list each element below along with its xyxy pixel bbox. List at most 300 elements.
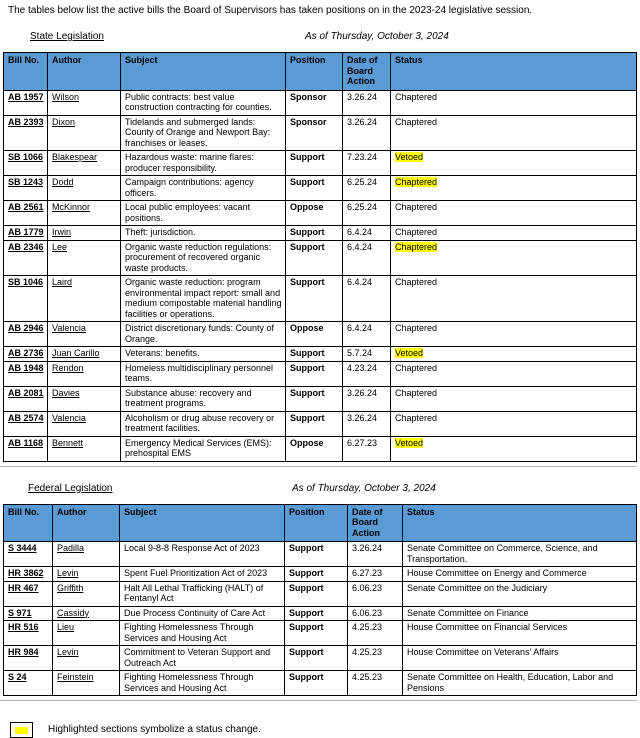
column-header-subject: Subject (121, 53, 286, 91)
subject-cell (120, 606, 285, 621)
author-link[interactable]: Bennett (52, 437, 84, 448)
author-cell (53, 606, 120, 621)
author-link[interactable]: Dodd (52, 177, 74, 187)
author-cell (53, 671, 120, 696)
table-row (4, 201, 637, 226)
status-cell (391, 361, 637, 386)
bill-number-link[interactable]: AB 2736 (8, 348, 44, 358)
date-cell (343, 90, 391, 115)
author-link[interactable]: Cassidy (57, 607, 90, 618)
author-cell (53, 581, 120, 606)
status-cell (403, 542, 637, 567)
table-row (4, 542, 637, 567)
date-cell (343, 226, 391, 241)
position-cell (286, 436, 343, 461)
position-text: Support (290, 152, 325, 162)
state-table-bottom-rule (0, 466, 637, 467)
date-text: 4.23.24 (347, 362, 378, 373)
status-text: House Committee on Energy and Commerce (407, 568, 587, 578)
status-cell (403, 606, 637, 621)
bill-number-link[interactable]: AB 2393 (8, 116, 44, 127)
subject-text: Homeless multidisciplinary personnel teams. (125, 362, 274, 383)
author-link[interactable]: Blakespear (52, 152, 98, 162)
position-cell (286, 115, 343, 151)
status-text: Chaptered (395, 387, 438, 398)
date-cell (343, 386, 391, 411)
table-row (4, 581, 637, 606)
status-cell (391, 436, 637, 461)
subject-cell (120, 567, 285, 582)
position-cell (286, 201, 343, 226)
table-row (4, 240, 637, 276)
subject-cell (121, 386, 286, 411)
status-cell (391, 347, 637, 362)
subject-cell (121, 90, 286, 115)
date-cell (348, 621, 403, 646)
position-cell (285, 606, 348, 621)
subject-text: Due Process Continuity of Care Act (124, 607, 266, 618)
status-text: Chaptered (395, 362, 438, 373)
date-text: 3.26.24 (347, 387, 378, 398)
column-header-author: Author (48, 53, 121, 91)
intro-text: The tables below list the active bills the Board of Supervisors has taken positions on in the 2023-24 legislative session. (8, 5, 533, 16)
bill-no-cell (4, 436, 48, 461)
status-text: House Committee on Financial Services (407, 622, 568, 632)
author-link[interactable]: Levin (57, 568, 79, 578)
position-text: Support (289, 672, 324, 682)
author-link[interactable]: Dixon (52, 116, 76, 127)
column-header-subject: Subject (120, 504, 285, 542)
status-cell (403, 621, 637, 646)
author-link[interactable]: Lieu (57, 622, 75, 632)
status-text: Chaptered (395, 227, 438, 237)
status-cell (391, 226, 637, 241)
position-text: Support (290, 412, 325, 423)
column-header-bill-no: Bill No. (4, 504, 53, 542)
author-link[interactable]: Valencia (52, 412, 86, 423)
legend-text: Highlighted sections symbolize a status change. (48, 724, 261, 735)
table-row (4, 322, 637, 347)
federal-section-header (0, 482, 640, 496)
date-cell (343, 361, 391, 386)
author-link[interactable]: Padilla (57, 543, 85, 553)
date-text: 6.4.24 (347, 241, 373, 252)
position-cell (285, 581, 348, 606)
status-text: House Committee on Veterans' Affairs (407, 647, 559, 657)
federal-as-of-date: As of Thursday, October 3, 2024 (292, 482, 436, 494)
subject-text: Public contracts: best value construction contracting for counties. (125, 91, 272, 112)
subject-cell (121, 347, 286, 362)
federal-section-title: Federal Legislation (28, 482, 113, 494)
date-text: 6.4.24 (347, 323, 373, 333)
author-cell (53, 567, 120, 582)
column-header-position: Position (286, 53, 343, 91)
author-cell (48, 176, 121, 201)
date-text: 5.7.24 (347, 348, 373, 358)
position-cell (286, 90, 343, 115)
column-header-author: Author (53, 504, 120, 542)
author-cell (48, 322, 121, 347)
position-text: Support (289, 622, 324, 632)
author-link[interactable]: Feinstein (57, 672, 94, 682)
status-cell (391, 115, 637, 151)
date-text: 6.06.23 (352, 582, 383, 593)
position-text: Support (290, 277, 325, 287)
bill-number-link[interactable]: AB 2561 (8, 202, 44, 212)
subject-cell (121, 240, 286, 276)
status-cell (391, 276, 637, 322)
position-text: Support (290, 241, 325, 252)
column-header-status: Status (391, 53, 637, 91)
subject-text: Theft: jurisdiction. (125, 227, 196, 237)
status-cell (391, 90, 637, 115)
bill-number-link[interactable]: S 971 (8, 607, 32, 618)
status-cell (391, 386, 637, 411)
position-cell (285, 671, 348, 696)
date-text: 6.27.23 (352, 568, 383, 578)
status-cell (391, 240, 637, 276)
date-text: 3.26.24 (347, 91, 378, 102)
position-cell (286, 361, 343, 386)
status-text: Senate Committee on the Judiciary (407, 582, 548, 593)
table-row (4, 646, 637, 671)
author-cell (48, 347, 121, 362)
date-cell (348, 542, 403, 567)
table-row (4, 176, 637, 201)
bill-no-cell (4, 226, 48, 241)
author-cell (48, 240, 121, 276)
position-text: Oppose (290, 202, 324, 212)
position-text: Support (289, 568, 324, 578)
position-cell (285, 646, 348, 671)
legend-box (10, 722, 33, 738)
bill-number-link[interactable]: HR 467 (8, 582, 39, 593)
subject-cell (121, 322, 286, 347)
state-legislation-table (3, 52, 637, 462)
date-cell (348, 646, 403, 671)
state-table-header (4, 53, 637, 91)
bill-no-cell (4, 240, 48, 276)
date-cell (348, 606, 403, 621)
subject-cell (120, 542, 285, 567)
subject-text: Fighting Homelessness Through Services and Housing Act (124, 622, 254, 643)
date-text: 4.25.23 (352, 672, 383, 682)
bill-number-link[interactable]: SB 1243 (8, 177, 44, 187)
author-cell (48, 411, 121, 436)
legend (10, 722, 640, 738)
author-link[interactable]: Griffith (57, 582, 84, 593)
author-link[interactable]: Lee (52, 241, 68, 252)
subject-text: Organic waste reduction regulations: procurement of recovered organic waste products. (125, 241, 272, 273)
bill-number-link[interactable]: AB 2081 (8, 387, 44, 398)
subject-cell (121, 226, 286, 241)
date-cell (348, 671, 403, 696)
author-cell (48, 226, 121, 241)
position-cell (286, 240, 343, 276)
position-text: Support (290, 362, 325, 373)
date-text: 4.25.23 (352, 647, 383, 657)
subject-text: Campaign contributions: agency officers. (125, 177, 254, 198)
status-cell (391, 151, 637, 176)
position-text: Support (289, 543, 324, 553)
position-cell (286, 347, 343, 362)
status-cell (391, 201, 637, 226)
federal-table-header (4, 504, 637, 542)
bill-number-link[interactable]: SB 1046 (8, 277, 44, 287)
federal-table-body (4, 542, 637, 696)
position-text: Support (290, 348, 325, 358)
position-cell (285, 567, 348, 582)
date-text: 3.26.24 (347, 116, 378, 127)
table-row (4, 151, 637, 176)
bill-no-cell (4, 115, 48, 151)
date-text: 6.4.24 (347, 277, 373, 287)
position-cell (286, 276, 343, 322)
position-text: Sponsor (290, 91, 327, 102)
subject-text: District discretionary funds: County of Orange. (125, 323, 275, 344)
status-text: Chaptered (395, 241, 438, 252)
date-text: 3.26.24 (352, 543, 383, 553)
state-section-title: State Legislation (30, 31, 104, 42)
bill-number-link[interactable]: AB 2574 (8, 412, 44, 423)
bill-no-cell (4, 361, 48, 386)
state-table-body (4, 90, 637, 461)
author-cell (48, 386, 121, 411)
table-row (4, 411, 637, 436)
bill-number-link[interactable]: AB 2346 (8, 241, 44, 252)
state-as-of-date: As of Thursday, October 3, 2024 (305, 31, 449, 42)
federal-table-bottom-rule (0, 700, 637, 701)
status-text: Vetoed (395, 348, 424, 358)
subject-text: Substance abuse: recovery and treatment programs. (125, 387, 252, 408)
bill-no-cell (4, 621, 53, 646)
subject-text: Organic waste reduction: program environmental impact report: small and medium compostable material handling facilities or operations. (125, 277, 282, 319)
bill-number-link[interactable]: HR 3862 (8, 568, 44, 578)
bill-no-cell (4, 581, 53, 606)
bill-number-link[interactable]: AB 1957 (8, 91, 44, 102)
subject-text: Emergency Medical Services (EMS): prehospital EMS (125, 437, 272, 458)
bill-no-cell (4, 347, 48, 362)
subject-cell (120, 621, 285, 646)
bill-no-cell (4, 151, 48, 176)
subject-text: Spent Fuel Prioritization Act of 2023 (124, 568, 268, 578)
position-text: Support (290, 177, 325, 187)
status-text: Chaptered (395, 91, 438, 102)
position-text: Support (289, 647, 324, 657)
author-link[interactable]: Juan Carillo (52, 348, 100, 358)
position-cell (286, 151, 343, 176)
subject-cell (120, 646, 285, 671)
subject-cell (121, 361, 286, 386)
position-text: Support (290, 227, 325, 237)
date-text: 4.25.23 (352, 622, 383, 632)
table-row (4, 386, 637, 411)
status-text: Vetoed (395, 437, 424, 448)
bill-no-cell (4, 201, 48, 226)
status-text: Chaptered (395, 177, 438, 187)
federal-legislation-table (3, 504, 637, 697)
table-row (4, 90, 637, 115)
author-cell (48, 115, 121, 151)
date-text: 6.25.24 (347, 177, 378, 187)
date-text: 6.25.24 (347, 202, 378, 212)
position-cell (286, 411, 343, 436)
bill-no-cell (4, 322, 48, 347)
author-cell (48, 361, 121, 386)
position-text: Support (289, 607, 324, 618)
highlight-swatch-icon (15, 727, 28, 734)
position-cell (285, 542, 348, 567)
date-cell (343, 176, 391, 201)
table-row (4, 276, 637, 322)
author-cell (48, 276, 121, 322)
bill-no-cell (4, 276, 48, 322)
author-link[interactable]: Laird (52, 277, 73, 287)
author-link[interactable]: Valencia (52, 323, 86, 333)
status-text: Senate Committee on Health, Education, Labor and Pensions (407, 672, 614, 693)
author-link[interactable]: Wilson (52, 91, 80, 102)
bill-no-cell (4, 90, 48, 115)
subject-cell (121, 276, 286, 322)
bill-no-cell (4, 567, 53, 582)
subject-text: Alcoholism or drug abuse recovery or treatment facilities. (125, 412, 275, 433)
status-cell (391, 322, 637, 347)
bill-no-cell (4, 671, 53, 696)
author-link[interactable]: Davies (52, 387, 80, 398)
subject-text: Local 9-8-8 Response Act of 2023 (124, 543, 260, 553)
bill-number-link[interactable]: AB 1168 (8, 437, 44, 448)
date-cell (343, 436, 391, 461)
date-cell (343, 151, 391, 176)
position-cell (286, 226, 343, 241)
status-text: Chaptered (395, 116, 438, 127)
column-header-date: Date of Board Action (348, 504, 403, 542)
subject-cell (121, 151, 286, 176)
bill-number-link[interactable]: HR 984 (8, 647, 39, 657)
author-cell (53, 646, 120, 671)
bill-number-link[interactable]: AB 2946 (8, 323, 44, 333)
bill-no-cell (4, 646, 53, 671)
position-text: Support (290, 387, 325, 398)
table-row (4, 347, 637, 362)
status-text: Chaptered (395, 412, 438, 423)
date-text: 6.27.23 (347, 437, 378, 448)
bill-no-cell (4, 411, 48, 436)
date-cell (343, 201, 391, 226)
subject-text: Halt All Lethal Trafficking (HALT) of Fentanyl Act (124, 582, 264, 603)
subject-cell (121, 411, 286, 436)
date-cell (343, 240, 391, 276)
header-row (4, 53, 637, 91)
bill-no-cell (4, 176, 48, 201)
date-cell (343, 347, 391, 362)
table-row (4, 226, 637, 241)
bill-number-link[interactable]: HR 516 (8, 622, 39, 632)
position-text: Oppose (290, 437, 324, 448)
subject-text: Fighting Homelessness Through Services and Housing Act (124, 672, 254, 693)
subject-cell (121, 201, 286, 226)
author-cell (53, 542, 120, 567)
subject-cell (120, 581, 285, 606)
bill-no-cell (4, 386, 48, 411)
subject-text: Tidelands and submerged lands: County of Orange and Newport Bay: franchises or leases. (125, 116, 271, 148)
status-text: Chaptered (395, 277, 438, 287)
status-text: Senate Committee on Commerce, Science, and Transportation. (407, 543, 598, 564)
date-cell (343, 322, 391, 347)
position-text: Sponsor (290, 116, 327, 127)
position-cell (286, 176, 343, 201)
author-cell (53, 621, 120, 646)
subject-text: Local public employees: vacant positions. (125, 202, 251, 223)
status-text: Chaptered (395, 202, 438, 212)
table-row (4, 436, 637, 461)
bill-no-cell (4, 542, 53, 567)
table-row (4, 606, 637, 621)
table-row (4, 621, 637, 646)
position-text: Support (289, 582, 324, 593)
table-row (4, 361, 637, 386)
subject-text: Veterans: benefits. (125, 348, 200, 358)
author-link[interactable]: McKinnor (52, 202, 91, 212)
position-text: Oppose (290, 323, 324, 333)
subject-cell (121, 436, 286, 461)
status-text: Senate Committee on Finance (407, 607, 529, 618)
author-link[interactable]: Rendon (52, 362, 84, 373)
column-header-date: Date of Board Action (343, 53, 391, 91)
author-cell (48, 201, 121, 226)
status-cell (403, 646, 637, 671)
bill-number-link[interactable]: AB 1779 (8, 227, 44, 237)
date-text: 7.23.24 (347, 152, 378, 162)
subject-cell (121, 115, 286, 151)
date-cell (348, 581, 403, 606)
status-cell (403, 581, 637, 606)
author-cell (48, 90, 121, 115)
bill-number-link[interactable]: S 24 (8, 672, 27, 682)
date-text: 6.06.23 (352, 607, 383, 618)
status-text: Vetoed (395, 152, 424, 162)
bill-number-link[interactable]: AB 1948 (8, 362, 44, 373)
date-cell (348, 567, 403, 582)
table-row (4, 567, 637, 582)
bill-number-link[interactable]: S 3444 (8, 543, 37, 553)
position-cell (286, 322, 343, 347)
column-header-bill-no: Bill No. (4, 53, 48, 91)
bill-number-link[interactable]: SB 1066 (8, 152, 44, 162)
subject-cell (121, 176, 286, 201)
date-text: 3.26.24 (347, 412, 378, 423)
status-cell (391, 411, 637, 436)
header-row (4, 504, 637, 542)
date-cell (343, 411, 391, 436)
author-cell (48, 436, 121, 461)
author-link[interactable]: Levin (57, 647, 79, 657)
column-header-position: Position (285, 504, 348, 542)
author-link[interactable]: Irwin (52, 227, 72, 237)
date-cell (343, 115, 391, 151)
table-row (4, 671, 637, 696)
table-row (4, 115, 637, 151)
status-cell (391, 176, 637, 201)
column-header-status: Status (403, 504, 637, 542)
author-cell (48, 151, 121, 176)
position-cell (285, 621, 348, 646)
position-cell (286, 386, 343, 411)
status-text: Chaptered (395, 323, 438, 333)
subject-text: Commitment to Veteran Support and Outreach Act (124, 647, 271, 668)
subject-cell (120, 671, 285, 696)
subject-text: Hazardous waste: marine flares: producer responsibility. (125, 152, 255, 173)
